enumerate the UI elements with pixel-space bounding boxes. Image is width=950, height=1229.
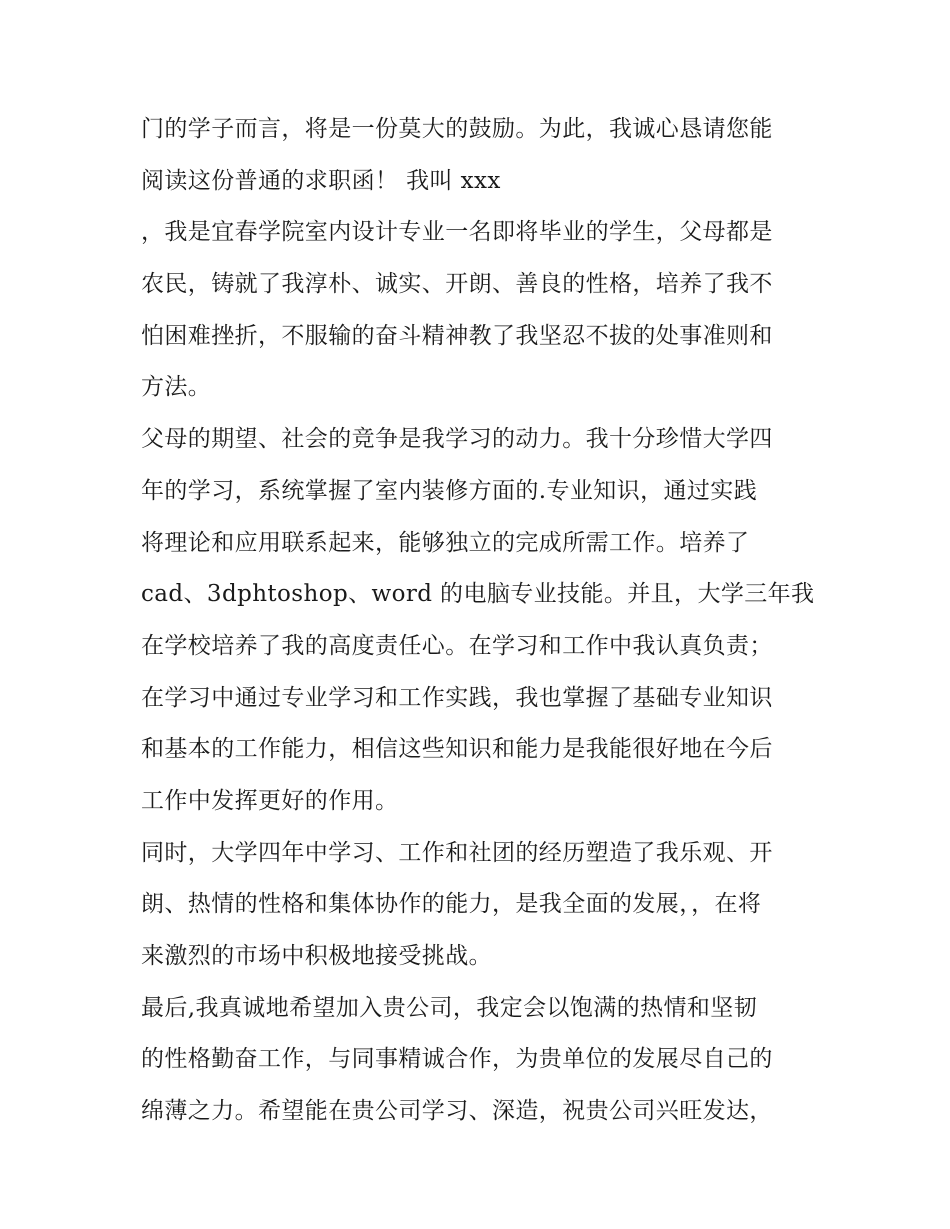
text-line: 最后,我真诚地希望加入贵公司，我定会以饱满的热情和坚韧 [141, 994, 758, 1021]
text-line: 和基本的工作能力，相信这些知识和能力是我能很好地在今后 [141, 736, 773, 763]
text-line: 在学习中通过专业学习和工作实践，我也掌握了基础专业知识 [141, 684, 773, 711]
text-line: 在学校培养了我的高度责任心。在学习和工作中我认真负责； [141, 632, 773, 659]
text-line: 朗、热情的性格和集体协作的能力，是我全面的发展，，在将 [141, 891, 762, 918]
text-line: 阅读这份普通的求职函！ 我叫 xxx [141, 167, 501, 194]
text-line: 工作中发挥更好的作用。 [141, 787, 399, 814]
text-line: 方法。 [141, 374, 212, 401]
text-line: 怕困难挫折，不服输的奋斗精神教了我坚忍不拔的处事准则和 [141, 322, 773, 349]
text-line: 农民，铸就了我淳朴、诚实、开朗、善良的性格，培养了我不 [141, 271, 773, 298]
text-line: 来激烈的市场中积极地接受挑战。 [141, 943, 492, 969]
text-line: 同时，大学四年中学习、工作和社团的经历塑造了我乐观、开 [141, 839, 773, 866]
text-line: ，我是宜春学院室内设计专业一名即将毕业的学生，父母都是 [141, 219, 773, 246]
letter-body [141, 104, 821, 1138]
text-line: 将理论和应用联系起来，能够独立的完成所需工作。培养了 [141, 529, 750, 556]
text-line: cad、3dphtoshop、word 的电脑专业技能。并且，大学三年我 [141, 581, 815, 608]
text-line: 绵薄之力。希望能在贵公司学习、深造，祝贵公司兴旺发达， [141, 1098, 773, 1125]
text-line: 门的学子而言，将是一份莫大的鼓励。为此，我诚心恳请您能 [141, 116, 773, 142]
text-line: 的性格勤奋工作，与同事精诚合作，为贵单位的发展尽自己的 [141, 1046, 773, 1073]
text-line: 父母的期望、社会的竞争是我学习的动力。我十分珍惜大学四 [141, 426, 773, 453]
text-line: 年的学习，系统掌握了室内装修方面的.专业知识，通过实践 [141, 477, 758, 504]
